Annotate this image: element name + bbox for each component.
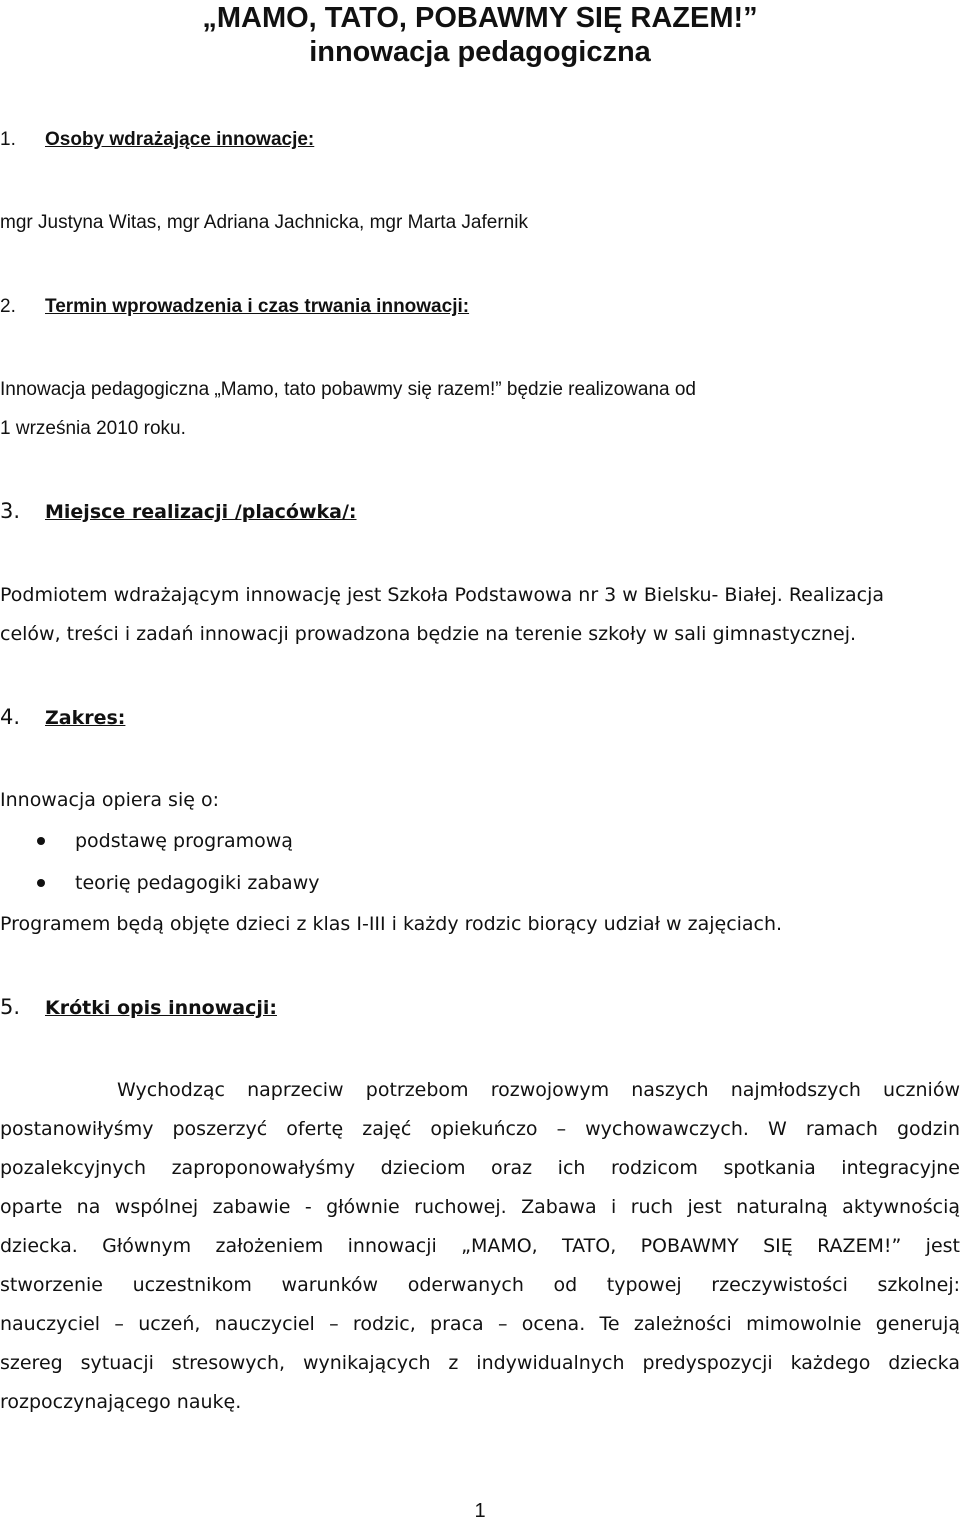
section-1-heading (0, 127, 314, 152)
paragraph-line: szereg sytuacji stresowych, wynikających z indywidualnych predyspozycji każdego dziecka (0, 1352, 960, 1374)
section-2-text-line: Innowacja pedagogiczna „Mamo, tato pobawmy się razem!” będzie realizowana od (0, 379, 696, 400)
paragraph-line: postanowiłyśmy poszerzyć ofertę zajęć opiekuńczo – wychowawczych. W ramach godzin (0, 1118, 960, 1140)
section-number: 5. (0, 995, 21, 1019)
section-3-text-line: celów, treści i zadań innowacji prowadzona będzie na terenie szkoły w sali gimnastycznej. (0, 623, 857, 645)
section-3-text-line: Podmiotem wdrażającym innowację jest Szkoła Podstawowa nr 3 w Bielsku- Białej. Realizacja (0, 584, 885, 606)
section-4-intro: Innowacja opiera się o: (0, 789, 219, 811)
section-3-heading (0, 499, 357, 524)
paragraph-line: dziecka. Głównym założeniem innowacji „MAMO, TATO, POBAWMY SIĘ RAZEM!” jest (0, 1235, 960, 1257)
section-4-heading (0, 705, 125, 730)
section-number: 1. (0, 129, 16, 150)
section-title: Osoby wdrażające innowacje: (45, 129, 315, 150)
section-title: Miejsce realizacji /placówka/: (45, 501, 357, 523)
section-number: 2. (0, 296, 16, 317)
paragraph-line: oparte na wspólnej zabawie - głównie ruchowej. Zabawa i ruch jest naturalną aktywnością (0, 1196, 960, 1218)
bullet-icon (37, 879, 45, 887)
list-item-text: teorię pedagogiki zabawy (75, 872, 320, 894)
section-number: 3. (0, 499, 21, 523)
bullet-icon (37, 837, 45, 845)
document-title: „MAMO, TATO, POBAWMY SIĘ RAZEM!” (202, 2, 758, 34)
section-2-heading (0, 294, 469, 319)
paragraph-line: Wychodząc naprzeciw potrzebom rozwojowym naszych najmłodszych uczniów (117, 1079, 960, 1101)
section-title: Krótki opis innowacji: (45, 997, 277, 1019)
paragraph-line: pozalekcyjnych zaproponowałyśmy dzieciom oraz ich rodzicom spotkania integracyjne (0, 1157, 960, 1179)
list-item-text: podstawę programową (75, 830, 293, 852)
section-title: Termin wprowadzenia i czas trwania innowacji: (45, 296, 470, 317)
section-title: Zakres: (45, 707, 126, 729)
section-4-outro: Programem będą objęte dzieci z klas I-III i każdy rodzic biorący udział w zajęciach. (0, 913, 783, 935)
page-number: 1 (474, 1500, 486, 1522)
paragraph-line: stworzenie uczestnikom warunków oderwanych od typowej rzeczywistości szkolnej: (0, 1274, 960, 1296)
section-2-text-line: 1 września 2010 roku. (0, 418, 186, 439)
paragraph-line: rozpoczynającego naukę. (0, 1391, 242, 1413)
section-number: 4. (0, 705, 21, 729)
section-5-heading (0, 995, 277, 1020)
document-subtitle: innowacja pedagogiczna (309, 36, 651, 68)
paragraph-line: nauczyciel – uczeń, nauczyciel – rodzic, praca – ocena. Te zależności mimowolnie generują (0, 1313, 960, 1335)
section-1-text: mgr Justyna Witas, mgr Adriana Jachnicka, mgr Marta Jafernik (0, 212, 528, 233)
